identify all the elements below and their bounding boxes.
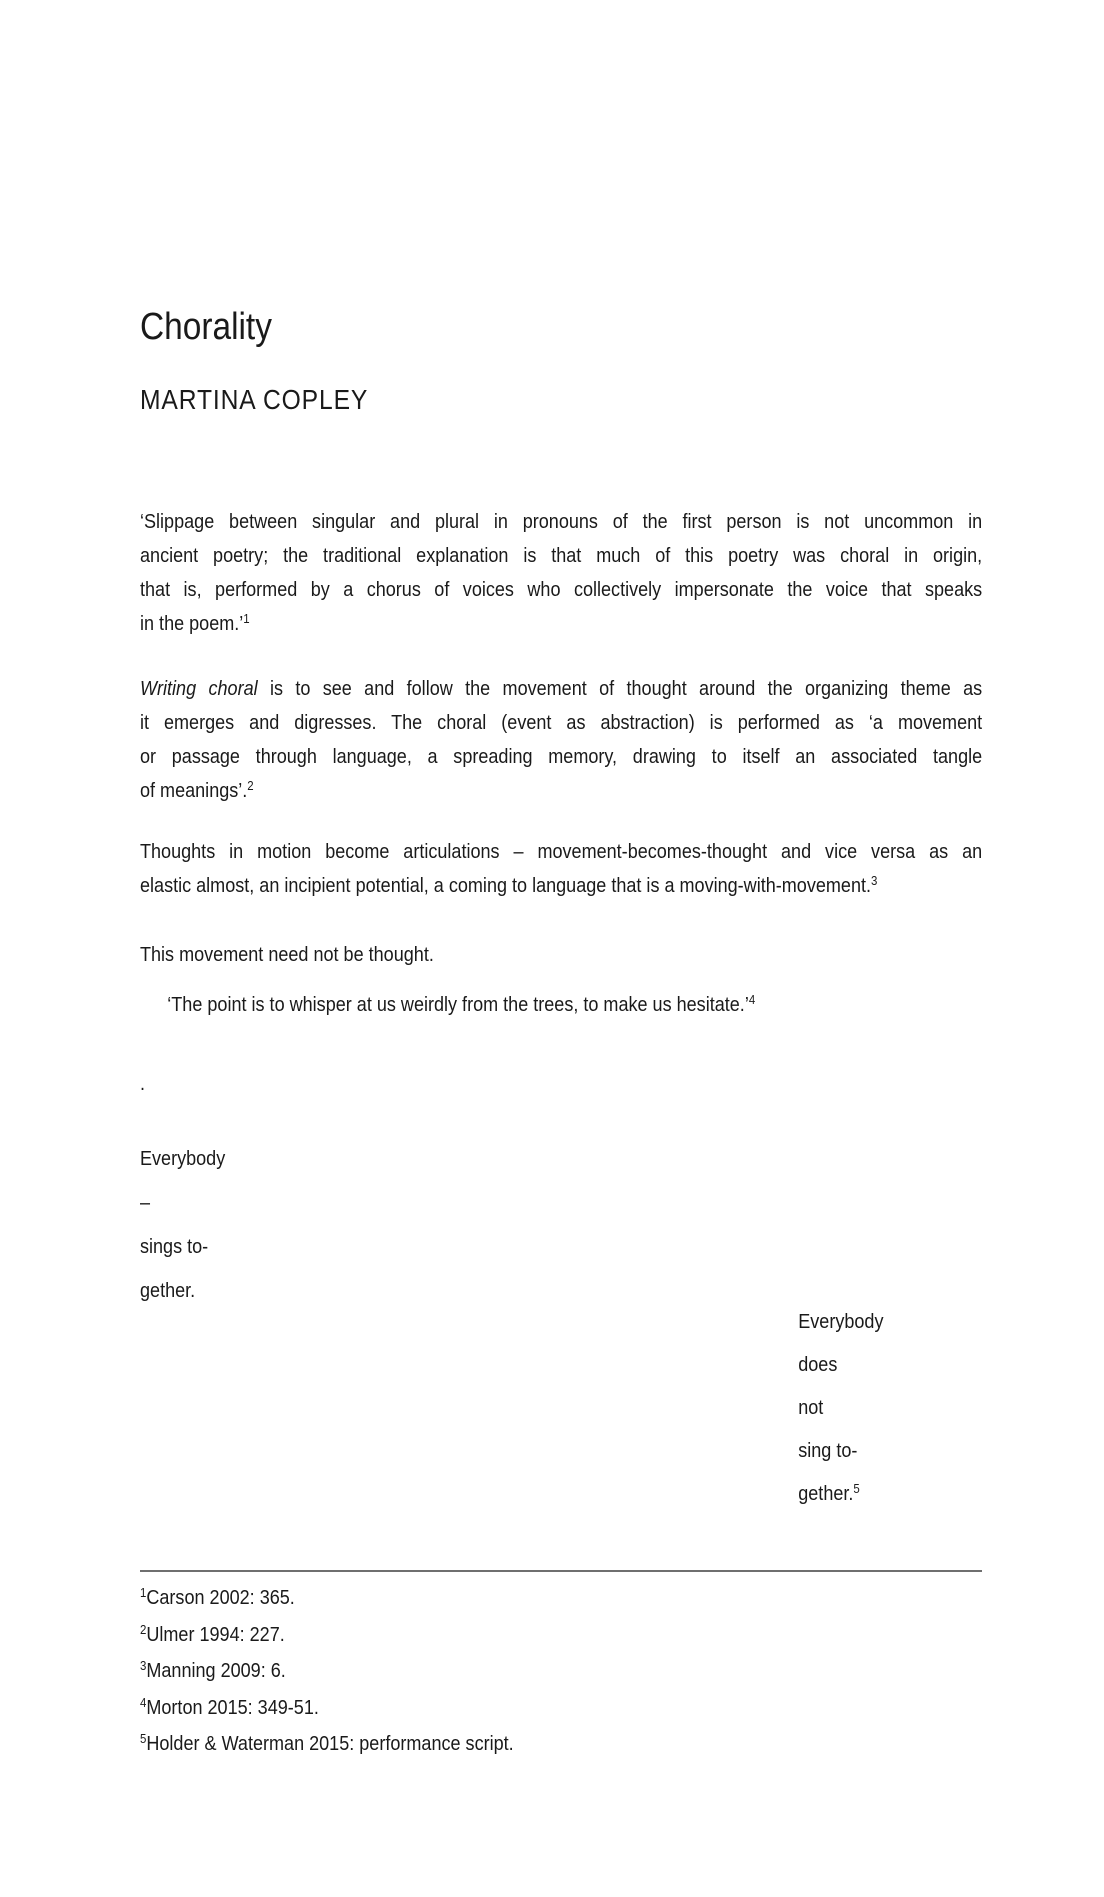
stanza-line: sing to- <box>798 1439 858 1462</box>
footnote-marker: 3 <box>140 1658 147 1673</box>
footnote-text: Ulmer 1994: 227. <box>146 1622 285 1646</box>
text-line <box>140 774 982 810</box>
footnote-marker: 2 <box>140 1621 147 1637</box>
text-line: ancient poetry; the traditional explanation is that much of this poetry was choral in origin, <box>140 544 983 567</box>
text-line: it emerges and digresses. The choral (event as abstraction) is performed as ‘a movement <box>140 711 983 734</box>
text-line <box>140 672 982 706</box>
stanza-line: not <box>798 1396 824 1419</box>
paragraph-1 <box>140 505 982 643</box>
quote-text: ‘The point is to whisper at us weirdly from the trees, to make us hesitate.’ <box>167 993 749 1016</box>
paragraph-2 <box>140 672 982 810</box>
stanza-line: sings to- <box>140 1235 209 1258</box>
stanza-line: – <box>140 1191 151 1214</box>
footnote-text: Manning 2009: 6. <box>146 1659 286 1682</box>
footnote-ref-5: 5 <box>853 1481 860 1496</box>
footnote-item <box>140 1691 982 1728</box>
text-line <box>140 607 982 643</box>
text-fragment: is to see and follow the movement of thought around the organizing theme as <box>257 677 983 700</box>
text-fragment: elastic almost, an incipient potential, a coming to language that is a moving-with-movement. <box>140 874 872 897</box>
footnote-item <box>140 1727 982 1764</box>
footnote-item <box>140 1581 982 1618</box>
footnote-ref-1: 1 <box>243 611 250 626</box>
italic-phrase: Writing choral <box>140 677 258 700</box>
text-line <box>140 869 982 905</box>
text-fragment: in the poem.’ <box>140 612 244 635</box>
paragraph-3 <box>140 835 982 905</box>
text-line: or passage through language, a spreading memory, drawing to itself an associated tangle <box>140 745 983 768</box>
stanza-left <box>140 1137 982 1313</box>
text-fragment: gether. <box>798 1482 854 1505</box>
footnote-marker: 1 <box>140 1585 147 1600</box>
stanza-line: Everybody <box>140 1147 226 1170</box>
footnote-text: Morton 2015: 349-51. <box>146 1695 319 1719</box>
period-line: . <box>140 1072 146 1095</box>
block-quote <box>140 988 982 1024</box>
footnote-item <box>140 1618 982 1655</box>
stanza-line: does <box>798 1353 838 1376</box>
stanza-line: Everybody <box>798 1310 884 1333</box>
footnote-ref-3: 3 <box>871 873 878 888</box>
stanza-right <box>798 1300 982 1517</box>
stanza-line <box>798 1472 982 1517</box>
footnote-text: Holder & Waterman 2015: performance script. <box>146 1732 514 1755</box>
footnote-item <box>140 1654 982 1691</box>
footnote-marker: 5 <box>140 1731 147 1746</box>
footnote-ref-2: 2 <box>247 778 254 793</box>
paragraph-4: This movement need not be thought. <box>140 943 434 966</box>
footnote-text: Carson 2002: 365. <box>146 1586 295 1609</box>
text-line: Thoughts in motion become articulations – movement-becomes-thought and vice versa as an <box>140 840 983 863</box>
text-line: ‘Slippage between singular and plural in pronouns of the first person is not uncommon in <box>140 510 983 533</box>
footnotes-section <box>140 1581 982 1764</box>
text-line: that is, performed by a chorus of voices who collectively impersonate the voice that speaks <box>140 578 983 601</box>
footnote-divider <box>140 1570 982 1572</box>
footnote-marker: 4 <box>140 1694 147 1710</box>
author-name: MARTINA COPLEY <box>140 384 369 415</box>
text-fragment: of meanings’. <box>140 779 248 802</box>
page-title: Chorality <box>140 306 272 348</box>
footnote-ref-4: 4 <box>748 992 756 1007</box>
stanza-line: gether. <box>140 1279 196 1302</box>
